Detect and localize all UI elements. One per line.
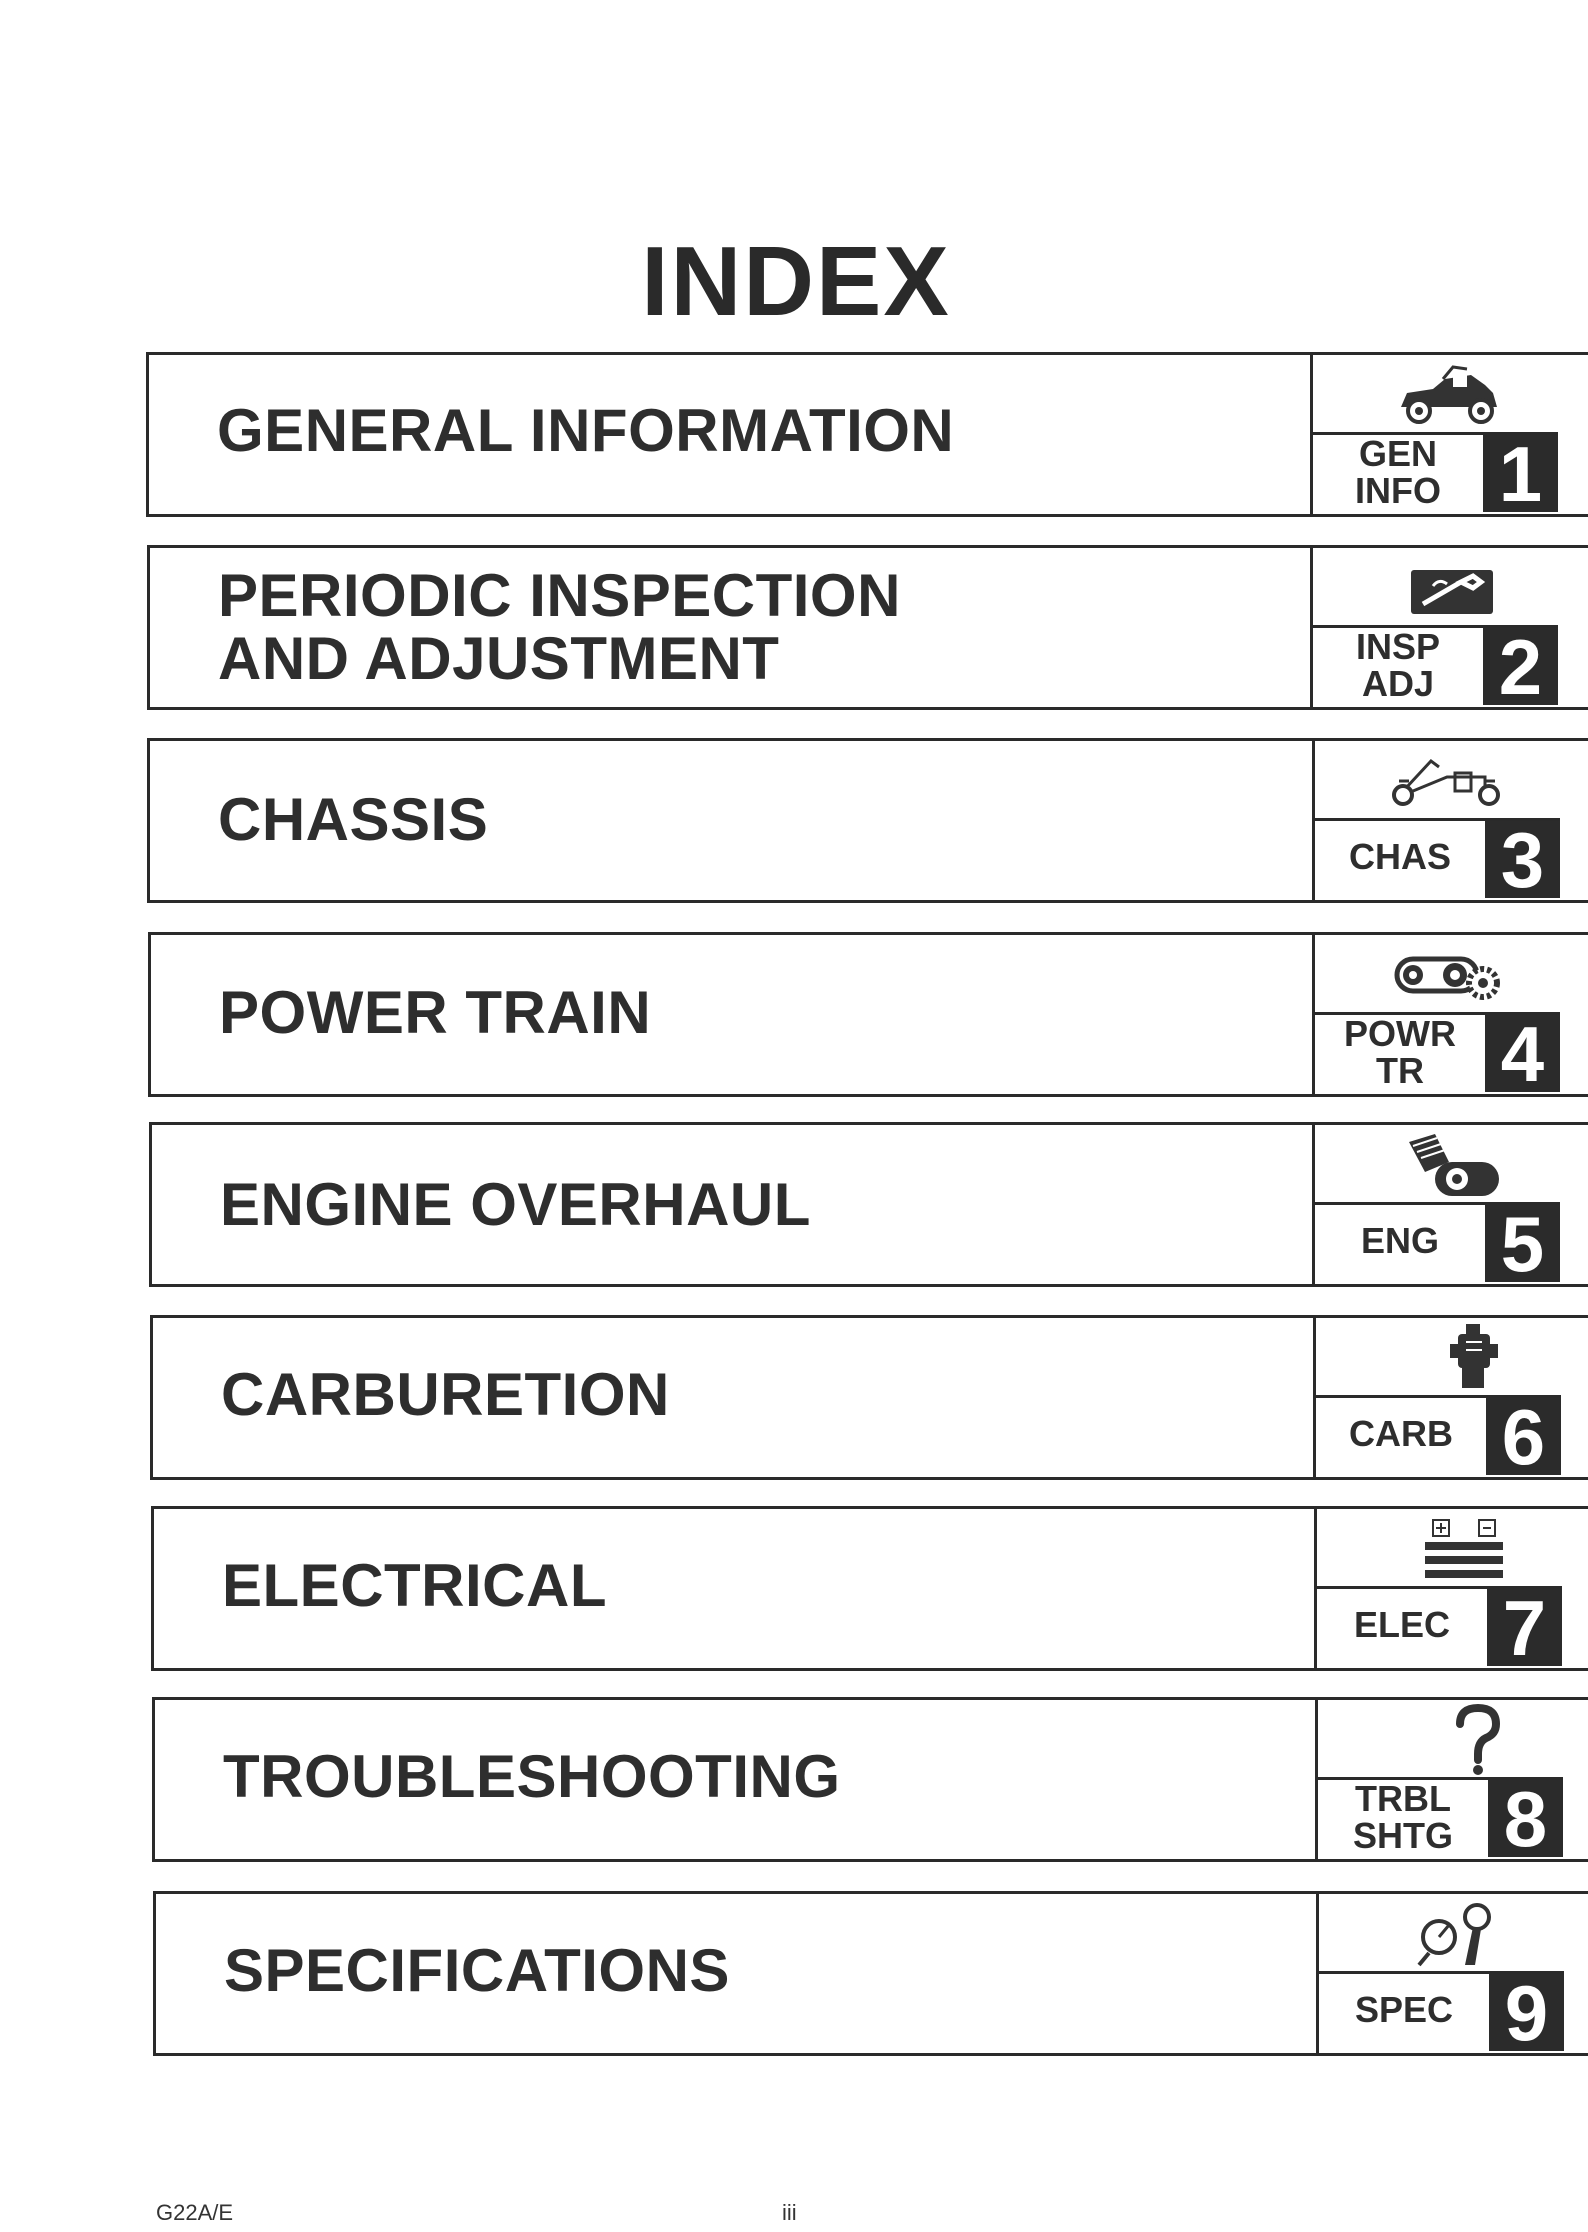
tab-abbreviation: ELEC [1317,1586,1487,1666]
section-tab-3[interactable] [1312,738,1588,903]
gears-icon [1335,937,1505,1013]
tab-number: 8 [1488,1777,1563,1857]
entry-title: POWER TRAIN [219,979,652,1046]
tab-abbreviation: SPEC [1319,1971,1489,2051]
tab-abbreviation: POWR TR [1315,1012,1485,1092]
index-entry-electrical[interactable] [151,1506,1588,1671]
engine-icon [1335,1127,1505,1203]
index-entry-periodic-inspection[interactable] [147,545,1588,710]
tab-abbreviation: TRBL SHTG [1318,1777,1488,1857]
tab-abbreviation: CHAS [1315,818,1485,898]
entry-title: PERIODIC INSPECTION [218,562,901,629]
tab-abbreviation: GEN INFO [1313,432,1483,512]
entry-title: TROUBLESHOOTING [223,1743,841,1810]
index-entry-engine-overhaul[interactable] [149,1122,1588,1287]
index-entry-power-train[interactable] [148,932,1588,1097]
page-number: iii [782,2200,797,2225]
entry-title: GENERAL INFORMATION [217,397,955,464]
tab-number: 7 [1487,1586,1562,1666]
section-tab-7[interactable] [1314,1506,1588,1671]
question-mark-icon [1338,1702,1508,1778]
carburetor-icon [1336,1320,1506,1396]
section-tab-1[interactable] [1310,352,1588,517]
section-tab-9[interactable] [1316,1891,1588,2056]
tab-number: 1 [1483,432,1558,512]
document-code: G22A/E [156,2200,234,2225]
section-tab-6[interactable] [1313,1315,1588,1480]
entry-title: CHASSIS [218,786,489,853]
tab-abbreviation: ENG [1315,1202,1485,1282]
section-tab-4[interactable] [1312,932,1588,1097]
tab-number: 3 [1485,818,1560,898]
index-entry-troubleshooting[interactable] [152,1697,1588,1862]
tab-number: 6 [1486,1395,1561,1475]
index-entry-specifications[interactable] [153,1891,1588,2056]
tab-number: 2 [1483,625,1558,705]
entry-title: SPECIFICATIONS [224,1937,730,2004]
gauges-icon [1339,1896,1509,1972]
entry-title-line-2: AND ADJUSTMENT [218,625,780,692]
index-entry-general-information[interactable] [146,352,1588,517]
section-tab-2[interactable] [1310,545,1588,710]
tab-abbreviation: INSP ADJ [1313,625,1483,705]
golf-cart-icon [1333,357,1503,433]
section-tab-5[interactable] [1312,1122,1588,1287]
index-entry-carburetion[interactable] [150,1315,1588,1480]
page-title: INDEX [641,226,951,336]
battery-icon [1337,1511,1507,1587]
entry-title: CARBURETION [221,1361,670,1428]
tab-number: 9 [1489,1971,1564,2051]
index-entry-chassis[interactable] [147,738,1588,903]
wrench-hand-icon [1333,550,1503,626]
entry-title: ENGINE OVERHAUL [220,1171,811,1238]
chassis-icon [1335,743,1505,819]
tab-abbreviation: CARB [1316,1395,1486,1475]
entry-title: ELECTRICAL [222,1552,607,1619]
section-tab-8[interactable] [1315,1697,1588,1862]
tab-number: 4 [1485,1012,1560,1092]
tab-number: 5 [1485,1202,1560,1282]
